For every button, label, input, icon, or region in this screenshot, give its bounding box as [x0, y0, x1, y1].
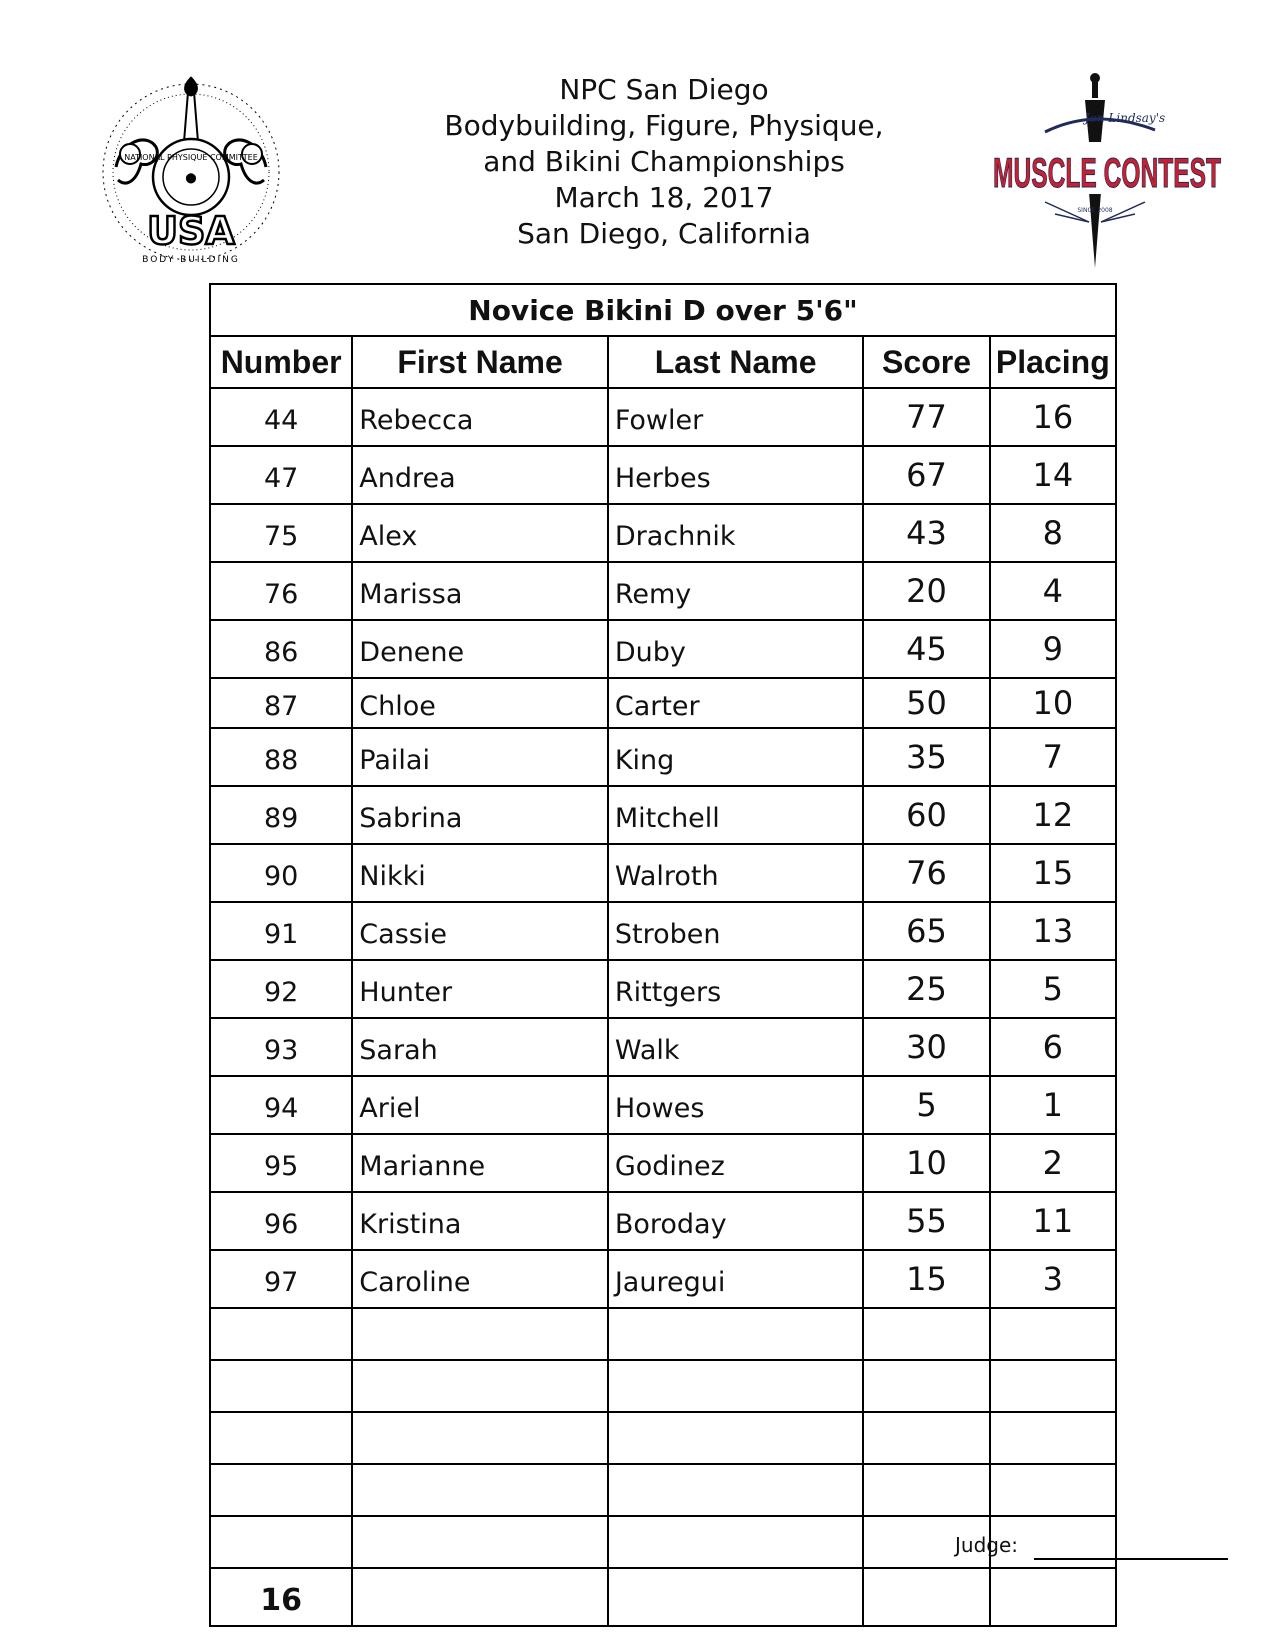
placing-cell: 4 [990, 562, 1116, 620]
table-row [210, 786, 1116, 844]
placing-cell: 5 [990, 960, 1116, 1018]
empty-cell [863, 1412, 989, 1464]
score-cell: 30 [863, 1018, 989, 1076]
empty-cell [352, 1308, 608, 1360]
empty-cell [608, 1360, 864, 1412]
empty-table-row [210, 1360, 1116, 1412]
table-row [210, 1076, 1116, 1134]
competitor-number-cell: 87 [210, 678, 352, 728]
competitor-number-cell: 75 [210, 504, 352, 562]
table-row [210, 844, 1116, 902]
empty-cell [608, 1568, 864, 1626]
logo-muscle-contest-text: MUSCLE CONTEST [993, 149, 1222, 196]
empty-cell [990, 1360, 1116, 1412]
division-title: Novice Bikini D over 5'6" [210, 284, 1116, 336]
placing-cell: 9 [990, 620, 1116, 678]
placing-cell: 7 [990, 728, 1116, 786]
score-cell: 55 [863, 1192, 989, 1250]
score-cell: 43 [863, 504, 989, 562]
last-name-cell: Duby [608, 620, 864, 678]
empty-table-row [210, 1308, 1116, 1360]
table-row [210, 388, 1116, 446]
score-cell: 77 [863, 388, 989, 446]
placing-cell: 2 [990, 1134, 1116, 1192]
empty-cell [608, 1516, 864, 1568]
competitor-number-cell: 97 [210, 1250, 352, 1308]
table-row [210, 1192, 1116, 1250]
last-name-cell: Howes [608, 1076, 864, 1134]
empty-cell [990, 1464, 1116, 1516]
last-name-cell: Godinez [608, 1134, 864, 1192]
svg-text:⬤: ⬤ [185, 173, 197, 184]
results-table [209, 283, 1117, 1627]
last-name-cell: Remy [608, 562, 864, 620]
score-cell: 10 [863, 1134, 989, 1192]
placing-cell: 8 [990, 504, 1116, 562]
first-name-cell: Cassie [352, 902, 608, 960]
column-header-number: Number [210, 336, 352, 388]
empty-cell [990, 1412, 1116, 1464]
table-row [210, 1018, 1116, 1076]
score-cell: 35 [863, 728, 989, 786]
table-row [210, 562, 1116, 620]
competitor-number-cell: 76 [210, 562, 352, 620]
empty-cell [863, 1360, 989, 1412]
logo-script-text: Jon Lindsay's [1084, 111, 1166, 125]
placing-cell: 6 [990, 1018, 1116, 1076]
placing-cell: 13 [990, 902, 1116, 960]
empty-cell [352, 1360, 608, 1412]
table-row [210, 902, 1116, 960]
empty-cell [863, 1464, 989, 1516]
first-name-cell: Marissa [352, 562, 608, 620]
empty-cell [863, 1308, 989, 1360]
table-row [210, 504, 1116, 562]
first-name-cell: Chloe [352, 678, 608, 728]
empty-cell [210, 1464, 352, 1516]
header-event-line2: and Bikini Championships [483, 145, 845, 178]
empty-cell [990, 1568, 1116, 1626]
empty-cell [352, 1464, 608, 1516]
empty-table-row [210, 1412, 1116, 1464]
column-header-score: Score [863, 336, 989, 388]
empty-cell [352, 1516, 608, 1568]
table-row [210, 960, 1116, 1018]
table-row [210, 1250, 1116, 1308]
placing-cell: 14 [990, 446, 1116, 504]
score-cell: 67 [863, 446, 989, 504]
logo-since-text: SINCE 2008 [1077, 207, 1113, 214]
placing-cell: 16 [990, 388, 1116, 446]
empty-cell [863, 1568, 989, 1626]
header-location: San Diego, California [517, 217, 811, 250]
empty-cell [210, 1308, 352, 1360]
competitor-number-cell: 96 [210, 1192, 352, 1250]
first-name-cell: Caroline [352, 1250, 608, 1308]
competitor-number-cell: 93 [210, 1018, 352, 1076]
competitor-number-cell: 88 [210, 728, 352, 786]
score-cell: 20 [863, 562, 989, 620]
judge-signature-line[interactable] [1034, 1558, 1228, 1560]
placing-cell: 11 [990, 1192, 1116, 1250]
competitor-number-cell: 94 [210, 1076, 352, 1134]
competitor-number-cell: 44 [210, 388, 352, 446]
score-cell: 65 [863, 902, 989, 960]
first-name-cell: Denene [352, 620, 608, 678]
table-row [210, 446, 1116, 504]
last-name-cell: Mitchell [608, 786, 864, 844]
table-row [210, 620, 1116, 678]
logo-ring-text: NATIONAL PHYSIQUE COMMITTEE [124, 153, 258, 162]
last-name-cell: Walk [608, 1018, 864, 1076]
npc-usa-logo [96, 72, 286, 272]
placing-cell: 1 [990, 1076, 1116, 1134]
header-organization: NPC San Diego [559, 73, 769, 106]
score-cell: 25 [863, 960, 989, 1018]
competitor-count: 16 [210, 1568, 352, 1626]
placing-cell: 3 [990, 1250, 1116, 1308]
column-header-placing: Placing [990, 336, 1116, 388]
score-cell: 15 [863, 1250, 989, 1308]
column-header-first-name: First Name [352, 336, 608, 388]
last-name-cell: Fowler [608, 388, 864, 446]
score-cell: 76 [863, 844, 989, 902]
competitor-number-cell: 95 [210, 1134, 352, 1192]
first-name-cell: Alex [352, 504, 608, 562]
empty-cell [352, 1568, 608, 1626]
competitor-number-cell: 47 [210, 446, 352, 504]
table-row [210, 1134, 1116, 1192]
first-name-cell: Rebecca [352, 388, 608, 446]
logo-usa-text: USA [147, 209, 235, 253]
first-name-cell: Sabrina [352, 786, 608, 844]
last-name-cell: Boroday [608, 1192, 864, 1250]
first-name-cell: Ariel [352, 1076, 608, 1134]
competitor-number-cell: 89 [210, 786, 352, 844]
score-cell: 45 [863, 620, 989, 678]
score-cell: 50 [863, 678, 989, 728]
last-name-cell: Carter [608, 678, 864, 728]
placing-cell: 10 [990, 678, 1116, 728]
first-name-cell: Marianne [352, 1134, 608, 1192]
last-name-cell: Rittgers [608, 960, 864, 1018]
competitor-count-row [210, 1568, 1116, 1626]
first-name-cell: Sarah [352, 1018, 608, 1076]
empty-cell [210, 1412, 352, 1464]
table-row [210, 678, 1116, 728]
empty-cell [608, 1308, 864, 1360]
first-name-cell: Pailai [352, 728, 608, 786]
score-cell: 5 [863, 1076, 989, 1134]
first-name-cell: Kristina [352, 1192, 608, 1250]
empty-cell [210, 1360, 352, 1412]
judge-label: Judge: [955, 1533, 1019, 1557]
last-name-cell: Stroben [608, 902, 864, 960]
last-name-cell: King [608, 728, 864, 786]
table-row [210, 728, 1116, 786]
competitor-number-cell: 86 [210, 620, 352, 678]
competitor-number-cell: 91 [210, 902, 352, 960]
empty-cell [608, 1464, 864, 1516]
first-name-cell: Hunter [352, 960, 608, 1018]
score-cell: 60 [863, 786, 989, 844]
last-name-cell: Walroth [608, 844, 864, 902]
competitor-number-cell: 92 [210, 960, 352, 1018]
empty-cell [210, 1516, 352, 1568]
last-name-cell: Drachnik [608, 504, 864, 562]
first-name-cell: Andrea [352, 446, 608, 504]
event-header [300, 72, 1028, 252]
column-header-last-name: Last Name [608, 336, 864, 388]
logo-bodybuilding-text: BODY BUILDING [142, 255, 240, 265]
last-name-cell: Herbes [608, 446, 864, 504]
placing-cell: 12 [990, 786, 1116, 844]
competitor-number-cell: 90 [210, 844, 352, 902]
empty-cell [990, 1308, 1116, 1360]
last-name-cell: Jauregui [608, 1250, 864, 1308]
empty-cell [352, 1412, 608, 1464]
header-date: March 18, 2017 [554, 181, 774, 214]
header-event-line1: Bodybuilding, Figure, Physique, [444, 109, 884, 142]
placing-cell: 15 [990, 844, 1116, 902]
empty-cell [608, 1412, 864, 1464]
empty-table-row [210, 1464, 1116, 1516]
first-name-cell: Nikki [352, 844, 608, 902]
